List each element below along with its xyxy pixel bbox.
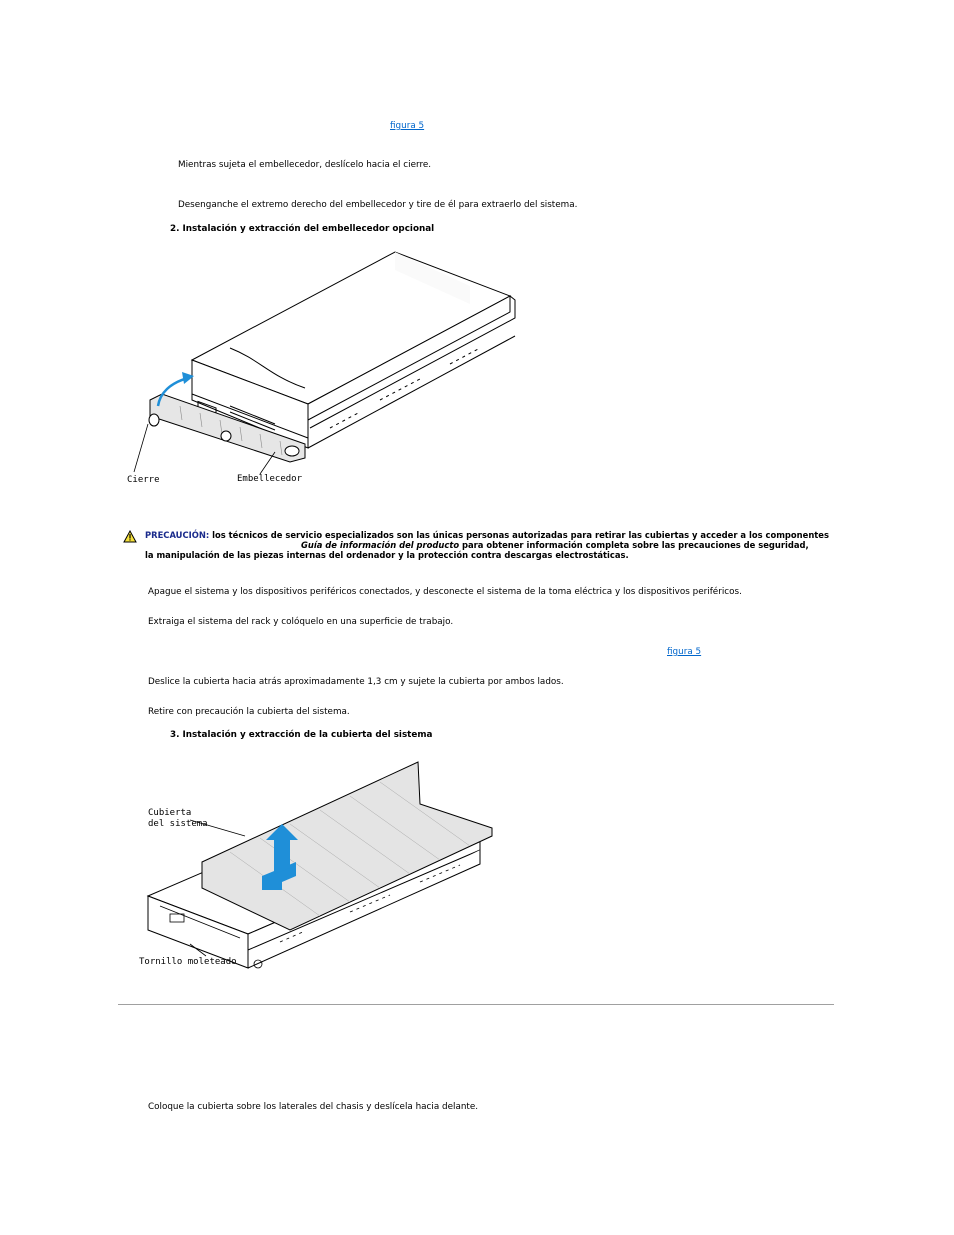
bezel-step-release: Desenganche el extremo derecho del embellecedor y tire de él para extraerlo del sistema. [178,200,578,210]
cover-step-slide: Deslice la cubierta hacia atrás aproximadamente 1,3 cm y sujete la cubierta por ambos lados. [148,677,564,687]
cover-step-remove-rack: Extraiga el sistema del rack y colóquelo en una superficie de trabajo. [148,617,454,627]
caution-label: PRECAUCIÓN: [145,530,210,540]
cover-step-power-off: Apague el sistema y los dispositivos periféricos conectados, y desconecte el sistema de la toma eléctrica y los dispositivos periféricos. [148,587,742,597]
install-step-place-cover: Coloque la cubierta sobre los laterales del chasis y deslícela hacia delante. [148,1102,479,1112]
caution-text-1: los técnicos de servicio especializados son las únicas personas autorizadas para retirar las cubiertas y acceder a los componentes [212,530,829,540]
cover-illustration [130,756,500,986]
caution-guide-title: Guía de información del producto [301,540,460,550]
label-bezel: Embellecedor [237,474,303,484]
figure-3-caption: 3. Instalación y extracción de la cubierta del sistema [170,730,433,740]
caution-text-3: la manipulación de las piezas internas del ordenador y la protección contra descargas electrostáticas. [145,550,629,560]
label-cover-line-2: del sistema [148,819,208,829]
label-latch: Cierre [127,475,160,485]
caution-text-2: para obtener información completa sobre las precauciones de seguridad, [462,540,809,550]
section-divider [118,1004,834,1005]
label-thumbscrew: Tornillo moleteado [139,957,237,967]
figure-5-link-2[interactable]: figura 5 [667,647,702,657]
figure-2-caption: 2. Instalación y extracción del embellecedor opcional [170,224,435,234]
warning-icon [123,530,137,543]
label-cover-line-1: Cubierta [148,808,192,818]
bezel-illustration [120,248,540,498]
caution-notice [145,530,829,560]
cover-step-lift: Retire con precaución la cubierta del sistema. [148,707,350,717]
figure-5-link[interactable]: figura 5 [390,121,425,131]
bezel-step-slide: Mientras sujeta el embellecedor, deslícelo hacia el cierre. [178,160,432,170]
